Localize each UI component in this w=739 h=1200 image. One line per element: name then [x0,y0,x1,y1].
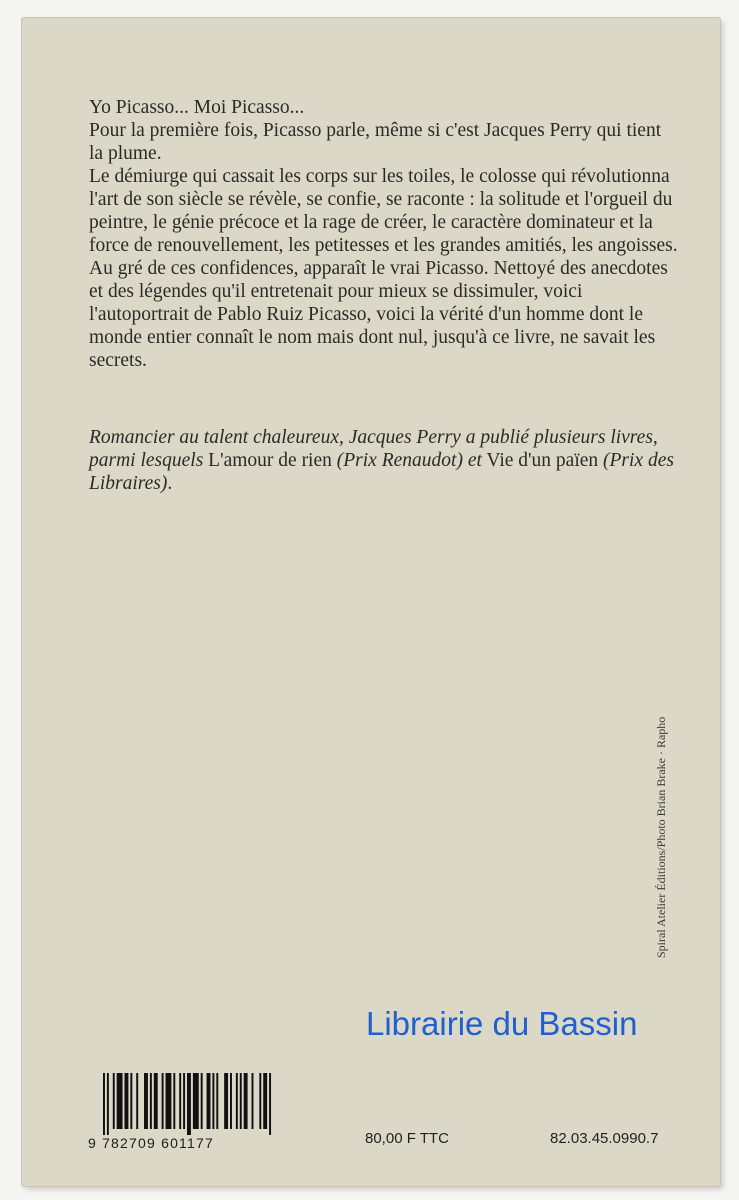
barcode-bar [136,1073,138,1129]
blurb-paragraph-3: Le démiurge qui cassait les corps sur les toiles, le colosse qui révolutionna l'art de son siècle se révèle, se confie, se raconte : la solitude et l'orgueil du peintre, le génie précoce et la rage de créer, le caractère dominateur et la force de renouvellement, les petitesses et les grandes amitiés, les angoisses. [89,166,678,256]
barcode-bar [173,1073,175,1129]
barcode-bar [212,1073,214,1129]
barcode-bar [150,1073,152,1129]
author-note-title1: L'amour de rien [203,450,337,471]
author-note-part4: (Prix des Libraires) [89,450,674,494]
barcode-bar [187,1073,191,1135]
barcode-bar [124,1073,128,1129]
barcode-bar [263,1073,267,1129]
barcode-bar [179,1073,181,1129]
barcode-bar [130,1073,132,1129]
barcode-icon [103,1073,273,1135]
author-note-end: . [167,473,173,494]
author-note-part2: (Prix Renaudot) [336,450,463,471]
bookstore-watermark: Librairie du Bassin [366,1005,638,1042]
photo-credit: Spiral Atelier Éditions/Photo Brian Brake · Rapho [654,716,668,958]
barcode-bar [103,1073,105,1135]
barcode-bar [230,1073,232,1129]
author-note [89,426,679,495]
barcode-bar [224,1073,228,1129]
barcode-bar [236,1073,238,1129]
author-note-title2: Vie d'un païen [481,450,604,471]
product-code: 82.03.45.0990.7 [550,1130,659,1147]
barcode-bar [244,1073,248,1129]
barcode-bar [113,1073,115,1129]
barcode-bar [193,1073,199,1129]
author-note-part3: et [462,450,482,471]
barcode-bar [117,1073,123,1129]
barcode-bar [269,1073,271,1135]
isbn-digits: 9 782709 601177 [88,1135,214,1151]
barcode-bar [166,1073,172,1129]
barcode-bar [201,1073,203,1129]
author-note-part1: Romancier au talent chaleureux, Jacques Perry a publié plusieurs livres, parmi lesquels [89,427,658,471]
barcode-bar [162,1073,164,1129]
barcode-bar [144,1073,148,1129]
blurb-paragraph-4: Au gré de ces confidences, apparaît le vrai Picasso. Nettoyé des anecdotes et des légendes qu'il entretenait pour mieux se dissimuler, voici l'autoportrait de Pablo Ruiz Picasso, voici la vérité d'un homme dont le monde entier connaît le nom mais dont nul, jusqu'à ce livre, ne savait les secrets. [89,258,668,371]
barcode-bar [252,1073,254,1129]
price: 80,00 F TTC [365,1130,449,1147]
blurb-line-2: Pour la première fois, Picasso parle, même si c'est Jacques Perry qui tient la plume. [89,120,662,164]
book-back-cover [22,18,720,1186]
blurb-line-1: Yo Picasso... Moi Picasso... [89,97,305,118]
barcode-bar [207,1073,211,1129]
barcode-bar [259,1073,261,1129]
barcode-bar [154,1073,158,1129]
barcode-bar [216,1073,218,1129]
barcode-bar [107,1073,109,1135]
barcode-bar [183,1073,185,1129]
barcode-bar [240,1073,242,1129]
blurb-text [89,96,679,372]
